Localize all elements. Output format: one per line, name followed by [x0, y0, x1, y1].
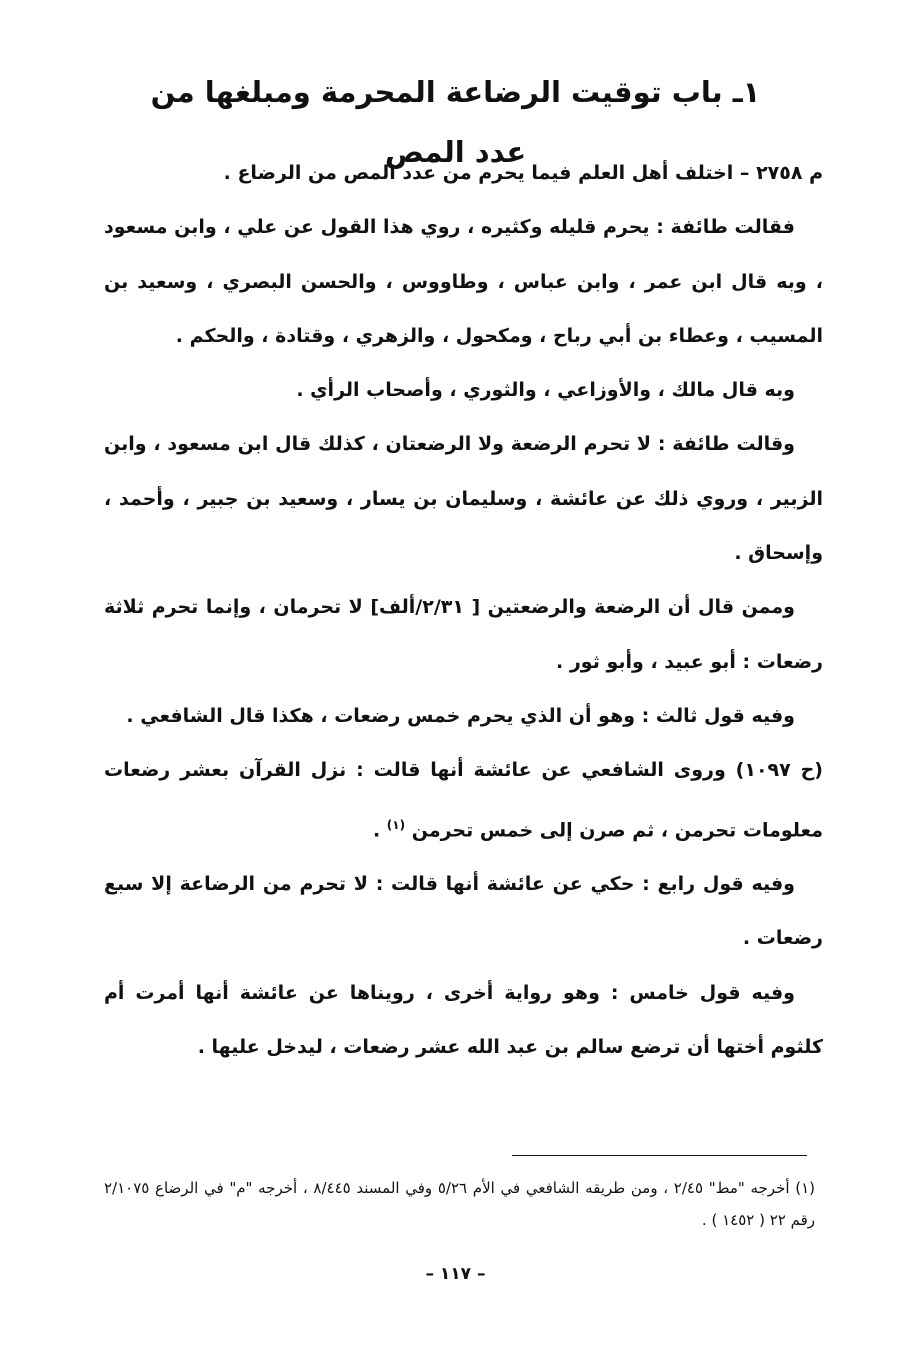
paragraph-third-opinion: وفيه قول ثالث : وهو أن الذي يحرم خمس رضعات ، هكذا قال الشافعي .: [126, 704, 795, 727]
paragraph-first-opinion: فقالت طائفة : يحرم قليله وكثيره ، روي هذا القول عن علي ، وابن مسعود ، وبه قال ابن عمر ، وابن عباس ، وطاووس ، والحسن البصري ، وسعيد بن المسيب ، وعطاء بن أبي رباح ، ومكحول ، والزهري ، وقتادة ، والحكم .: [104, 216, 823, 347]
paragraph-malik: وبه قال مالك ، والأوزاعي ، والثوري ، وأصحاب الرأي .: [296, 379, 795, 402]
chapter-title: ١ـ باب توقيت الرضاعة المحرمة ومبلغها من عدد المص: [150, 75, 761, 169]
hadith-tail: .: [372, 818, 387, 841]
paragraph-fourth-opinion: وفيه قول رابع : حكي عن عائشة أنها قالت : لا تحرم من الرضاعة إلا سبع رضعات .: [104, 873, 823, 950]
paragraph-m2758: م ٢٧٥٨ – اختلف أهل العلم فيما يحرم من عدد المص من الرضاع .: [223, 162, 823, 184]
paragraph-hadith-1097: [104, 743, 823, 857]
footnote-reference[interactable]: (١): [386, 817, 406, 832]
footnote-text: أخرجه "مط" ٢/٤٥ ، ومن طريقه الشافعي في الأم ٥/٢٦ وفي المسند ٨/٤٤٥ ، أخرجه "م" في الرضاع ٢/١٠٧٥ رقم ٢٢ ( ١٤٥٢ ) .: [104, 1179, 815, 1229]
body-text: [104, 146, 823, 1074]
footnote-marker: (١): [795, 1179, 816, 1197]
footnote-separator: [512, 1155, 807, 1156]
hadith-text: (ح ١٠٩٧) وروى الشافعي عن عائشة أنها قالت : نزل القرآن بعشر رضعات معلومات تحرمن ، ثم صرن إلى خمس تحرمن: [104, 759, 823, 841]
paragraph-three-sucklings: وممن قال أن الرضعة والرضعتين [ ٢/٣١/ألف] لا تحرمان ، وإنما تحرم ثلاثة رضعات : أبو عبيد ، وأبو ثور .: [104, 596, 823, 673]
footnotes: [104, 1172, 815, 1236]
page-number: – ١١٧ –: [425, 1264, 486, 1284]
paragraph-fifth-opinion: وفيه قول خامس : وهو رواية أخرى ، رويناها عن عائشة أنها أمرت أم كلثوم أختها أن ترضع سالم بن عبد الله عشر رضعات ، ليدخل عليها .: [104, 981, 823, 1059]
paragraph-second-opinion: وقالت طائفة : لا تحرم الرضعة ولا الرضعتان ، كذلك قال ابن مسعود ، وابن الزبير ، وروي ذلك عن عائشة ، وسليمان بن يسار ، وسعيد بن جبير ، وأحمد ، وإسحاق .: [104, 433, 823, 565]
footnote-item: [104, 1172, 815, 1236]
